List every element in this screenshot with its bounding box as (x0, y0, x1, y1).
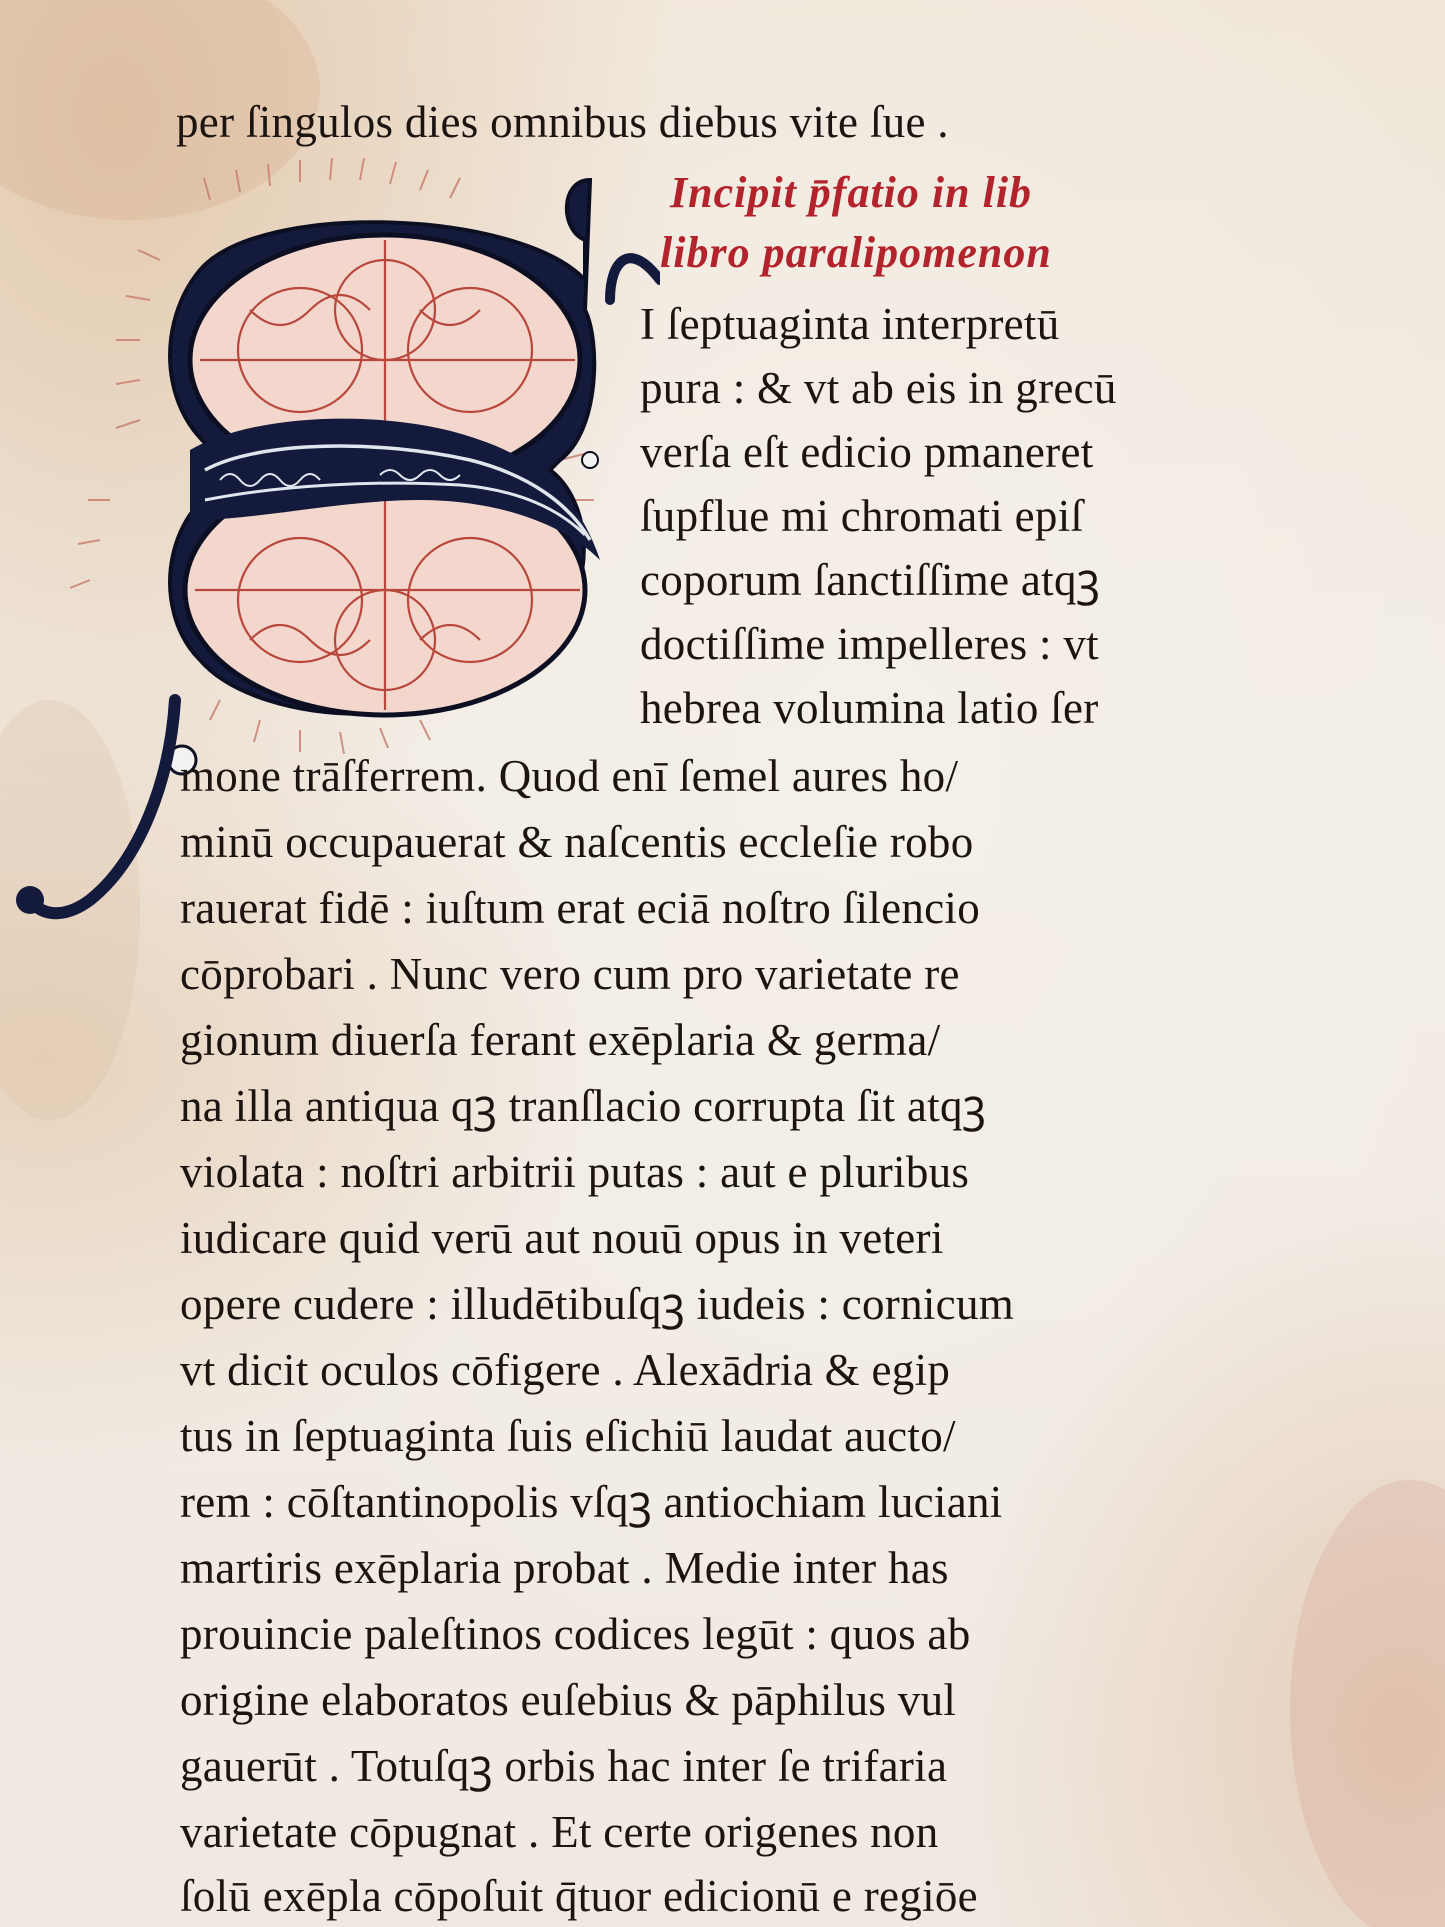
initial-descender (30, 700, 175, 913)
text-line-4: ſupflue mi chromati epiſ (640, 491, 1084, 541)
text-line-17: vt dicit oculos cōfigere . Alexādria & egip (180, 1345, 951, 1395)
rubric-line-2: libro paralipomenon (660, 228, 1052, 277)
text-line-6: doctiſſime impelleres : vt (640, 619, 1099, 669)
text-line-10: rauerat fidē : iuſtum erat eciā noſtro ſilencio (180, 883, 981, 933)
text-line-7: hebrea volumina latio ſer (640, 683, 1099, 733)
text-line-21: prouincie paleſtinos codices legūt : quos ab (180, 1609, 971, 1659)
top-text-line: per ſingulos dies omnibus diebus vite ſue . (176, 97, 949, 147)
text-line-11: cōprobari . Nunc vero cum pro varietate re (180, 949, 960, 999)
text-line-24: varietate cōpugnat . Et certe origenes non (180, 1807, 939, 1857)
text-line-18: tus in ſeptuaginta ſuis eſichiū laudat aucto/ (180, 1411, 956, 1461)
text-line-14: violata : noſtri arbitrii putas : aut e pluribus (180, 1147, 970, 1197)
text-line-13: na illa antiqua qꝫ tranſlacio corrupta ſit atqꝫ (180, 1081, 987, 1131)
text-line-2: pura : & vt ab eis in grecū (640, 363, 1117, 413)
stain-bottom-right (1290, 1480, 1445, 1927)
text-line-9: minū occupauerat & naſcentis eccleſie robo (180, 817, 974, 867)
text-line-16: opere cudere : illudētibuſqꝫ iudeis : cornicum (180, 1279, 1015, 1329)
text-line-22: origine elaboratos euſebius & pāphilus vul (180, 1675, 957, 1725)
text-line-25: ſolū exēpla cōpoſuit q̄tuor edicionū e regiōe (180, 1871, 978, 1921)
text-line-5: coporum ſanctiſſime atqꝫ (640, 555, 1101, 605)
text-line-19: rem : cōſtantinopolis vſqꝫ antiochiam luciani (180, 1477, 1003, 1527)
text-line-12: gionum diuerſa ferant exēplaria & germa/ (180, 1015, 941, 1065)
text-line-20: martiris exēplaria probat . Medie inter has (180, 1543, 949, 1593)
text-line-15: iudicare quid verū aut nouū opus in veteri (180, 1213, 944, 1263)
text-line-8: mone trāſferrem. Quod enī ſemel aures ho/ (180, 751, 959, 801)
text-line-23: gauerūt . Totuſqꝫ orbis hac inter ſe trifaria (180, 1741, 948, 1791)
text-line-1: I ſeptuaginta interpretū (640, 299, 1060, 349)
text-line-3: verſa eſt edicio pmaneret (640, 427, 1094, 477)
rubric-line-1: Incipit p̄fatio in lib (670, 168, 1033, 217)
